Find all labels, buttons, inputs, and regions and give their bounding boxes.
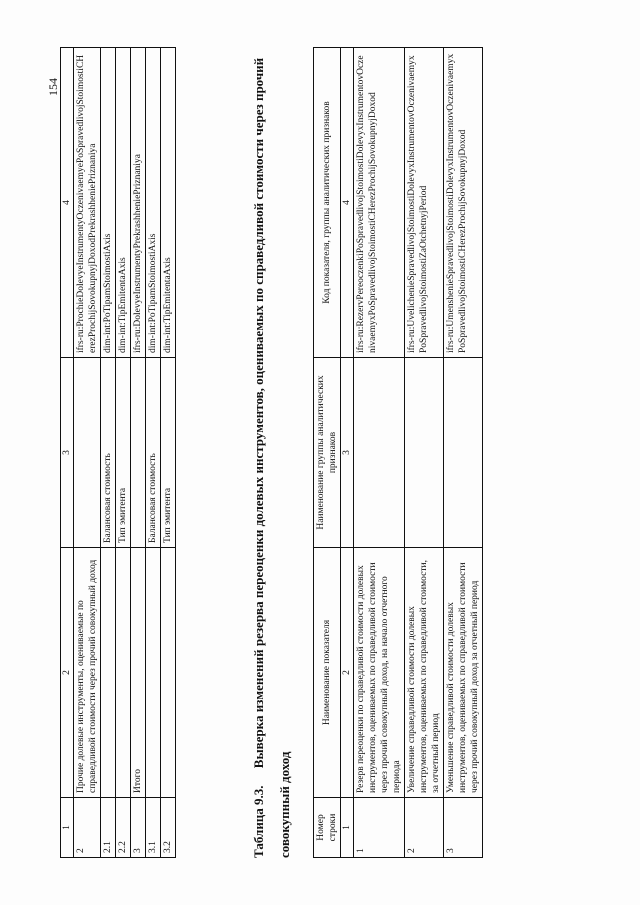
code-cell: ifrs-ru:UmenshenieSpravedlivojStoimostiDolevyxInstrumentovOczenivaemyxPoSpravedlivojStoimostiCHerezProchijSovokupnyjDoxod [444,48,483,358]
row-number-cell: 3.1 [146,798,161,858]
table-label: Таблица 9.3. [251,785,266,858]
indicator-name-cell: Резерв переоценки по справедливой стоимости долевых инструментов, оцениваемых по справедливой стоимости через прочий совокупный доход, на начало отчетного периода [354,548,405,798]
rotated-content [40,48,600,858]
header-row-number: Номер строки [314,798,341,858]
table-row [131,48,146,858]
indicator-name-cell: Прочие долевые инструменты, оцениваемые по справедливой стоимости через прочий совокупный доход [74,548,101,798]
row-number-cell: 3 [444,798,483,858]
column-number-cell: 4 [61,48,74,358]
code-cell: ifrs-ru:RezervPereoczenkiPoSpravedlivojStoimostiDolevyxInstrumentovOczenivaemyxPoSpravedlivojStoimostiCHerezProchijSovokupnyjDoxod [354,48,405,358]
column-number-cell: 3 [341,358,354,548]
column-number-cell: 2 [341,548,354,798]
header-indicator-name: Наименование показателя [314,548,341,798]
table-row [444,48,483,858]
column-number-row [341,48,354,858]
code-cell: ifrs-ru:UvelichenieSpravedlivojStoimostiDolevyxInstrumentovOczenivaemyxPoSpravedlivojStoimostiZaOtchetnyjPeriod [405,48,444,358]
indicator-name-cell [101,548,116,798]
table-row [101,48,116,858]
indicator-name-cell [116,548,131,798]
row-number-cell: 3.2 [161,798,176,858]
table-row [74,48,101,858]
table-row [354,48,405,858]
indicator-name-cell [146,548,161,798]
table-row [405,48,444,858]
table-row [161,48,176,858]
page-number: 154 [46,78,60,96]
code-cell: dim-int:PoTipamStoimostiAxis [101,48,116,358]
table-row [146,48,161,858]
group-name-cell: Тип эмитента [116,358,131,548]
row-number-cell: 2.2 [116,798,131,858]
code-cell: ifrs-ru:ProchieDolevyeInstrumentyOczenivaemyePoSpravedlivojStoimostiCHerezProchijSovokupnyjDoxodPrekrashheniePriznaniya [74,48,101,358]
indicator-name-cell: Итого [131,548,146,798]
row-number-cell: 2.1 [101,798,116,858]
header-row [314,48,341,858]
extract-table [313,47,483,858]
table-caption [246,48,298,858]
group-name-cell [131,358,146,548]
group-name-cell [405,358,444,548]
row-number-cell: 1 [354,798,405,858]
table-row [116,48,131,858]
indicator-name-cell: Уменьшение справедливой стоимости долевых инструментов, оцениваемых по справедливой стоимости через прочий совокупный доход за отчетный период [444,548,483,798]
row-number-cell: 2 [405,798,444,858]
column-number-cell: 1 [341,798,354,858]
code-cell: dim-int:TipEmitentaAxis [161,48,176,358]
header-group-code: Код показателя, группы аналитических признаков [314,48,341,358]
group-name-cell [74,358,101,548]
group-name-cell [354,358,405,548]
indicator-name-cell [161,548,176,798]
group-name-cell: Тип эмитента [161,358,176,548]
group-name-cell: Балансовая стоимость [146,358,161,548]
header-group-name: Наименование группы аналитических признаков [314,358,341,548]
column-number-cell: 4 [341,48,354,358]
group-name-cell: Балансовая стоимость [101,358,116,548]
code-cell: dim-int:TipEmitentaAxis [116,48,131,358]
table-title: Выверка изменений резерва переоценки долевых инструментов, оцениваемых по справедливой стоимости через прочий совокупный доход [251,57,292,858]
indicator-name-cell: Увеличение справедливой стоимости долевых инструментов, оцениваемых по справедливой стоимости, за отчетный период [405,548,444,798]
group-name-cell [444,358,483,548]
code-cell: dim-int:PoTipamStoimostiAxis [146,48,161,358]
column-number-cell: 2 [61,548,74,798]
continuation-table [60,47,176,858]
column-number-cell: 1 [61,798,74,858]
code-cell: ifrs-ru:DolevyeInstrumentyPrekrashheniePriznaniya [131,48,146,358]
column-number-row [61,48,74,858]
column-number-cell: 3 [61,358,74,548]
row-number-cell: 3 [131,798,146,858]
row-number-cell: 2 [74,798,101,858]
